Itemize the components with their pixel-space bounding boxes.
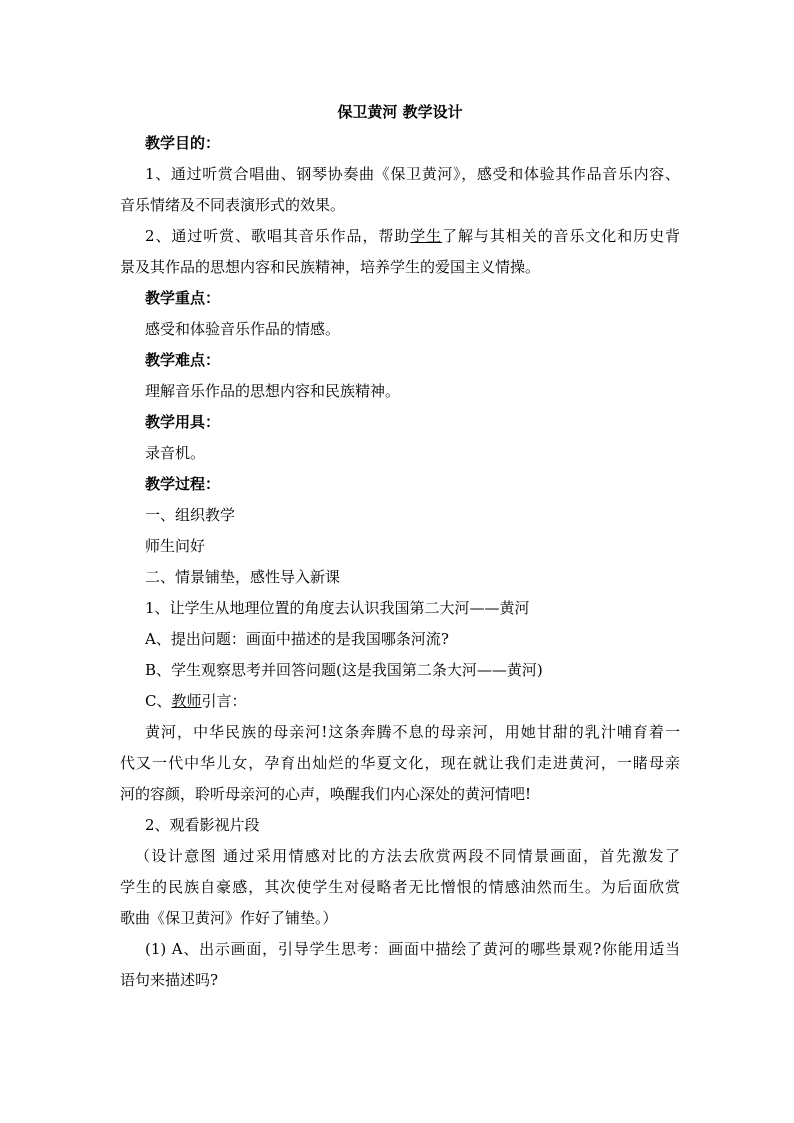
key-point-text: 感受和体验音乐作品的情感。: [145, 320, 341, 338]
key-point-heading: 教学重点：: [145, 289, 221, 307]
step-2-item-b: B、学生观察思考并回答问题(这是我国第二条大河——黄河): [145, 661, 543, 679]
tools-heading: 教学用具：: [145, 413, 221, 431]
goal-2-text-b: 了解与其相关的音乐文化和历史背: [442, 227, 680, 245]
step-2-item-1: 1、让学生从地理位置的角度去认识我国第二大河——黄河: [145, 599, 530, 617]
goal-2-underlined-term[interactable]: 学生: [410, 227, 443, 245]
page-title: 保卫黄河 教学设计: [337, 103, 463, 121]
question-1-line-1: (1) A、出示画面，引导学生思考：画面中描绘了黄河的哪些景观?你能用适当: [145, 940, 680, 958]
step-1-text: 师生问好: [145, 537, 206, 555]
goal-1-line-2: 音乐情绪及不同表演形式的效果。: [120, 196, 346, 214]
step-2-item-2: 2、观看影视片段: [145, 816, 260, 834]
step-2-item-c: [120, 686, 680, 717]
intro-line-3: 河的容颜，聆听母亲河的心声，唤醒我们内心深处的黄河情吧!: [120, 785, 532, 803]
difficulty-heading: 教学难点：: [145, 351, 221, 369]
design-intent-line-2: 学生的民族自豪感，其次使学生对侵略者无比憎恨的情感油然而生。为后面欣赏: [120, 878, 680, 896]
goal-1-line-1: 1、通过听赏合唱曲、钢琴协奏曲《保卫黄河》，感受和体验其作品音乐内容、: [145, 165, 680, 183]
step-2-c-prefix: C、: [145, 692, 172, 710]
tools-text: 录音机。: [145, 444, 206, 462]
step-2-title: 二、情景铺垫，感性导入新课: [145, 568, 341, 586]
design-intent-line-3: 歌曲《保卫黄河》作好了铺垫。）: [120, 909, 338, 927]
goals-heading: 教学目的：: [145, 134, 221, 152]
design-intent-line-1: （设计意图 通过采用情感对比的方法去欣赏两段不同情景画面，首先激发了: [135, 847, 680, 865]
step-1-title: 一、组织教学: [145, 506, 236, 524]
goal-2-line-2: 景及其作品的思想内容和民族精神，培养学生的爱国主义情操。: [120, 258, 541, 276]
goal-2-line-1: [120, 221, 680, 252]
intro-line-1: 黄河，中华民族的母亲河!这条奔腾不息的母亲河，用她甘甜的乳汁哺育着一: [145, 723, 680, 741]
question-1-line-2: 语句来描述吗?: [120, 971, 219, 989]
document-body: [120, 98, 680, 996]
step-2-c-underlined-term[interactable]: 教师: [171, 692, 202, 710]
goal-2-text-a: 2、通过听赏、歌唱其音乐作品，帮助: [145, 227, 411, 245]
step-2-c-suffix: 引言：: [201, 692, 247, 710]
step-2-item-a: A、提出问题：画面中描述的是我国哪条河流?: [145, 630, 449, 648]
difficulty-text: 理解音乐作品的思想内容和民族精神。: [145, 382, 401, 400]
process-heading: 教学过程：: [145, 475, 221, 493]
intro-line-2: 代又一代中华儿女，孕育出灿烂的华夏文化，现在就让我们走进黄河，一睹母亲: [120, 754, 680, 772]
